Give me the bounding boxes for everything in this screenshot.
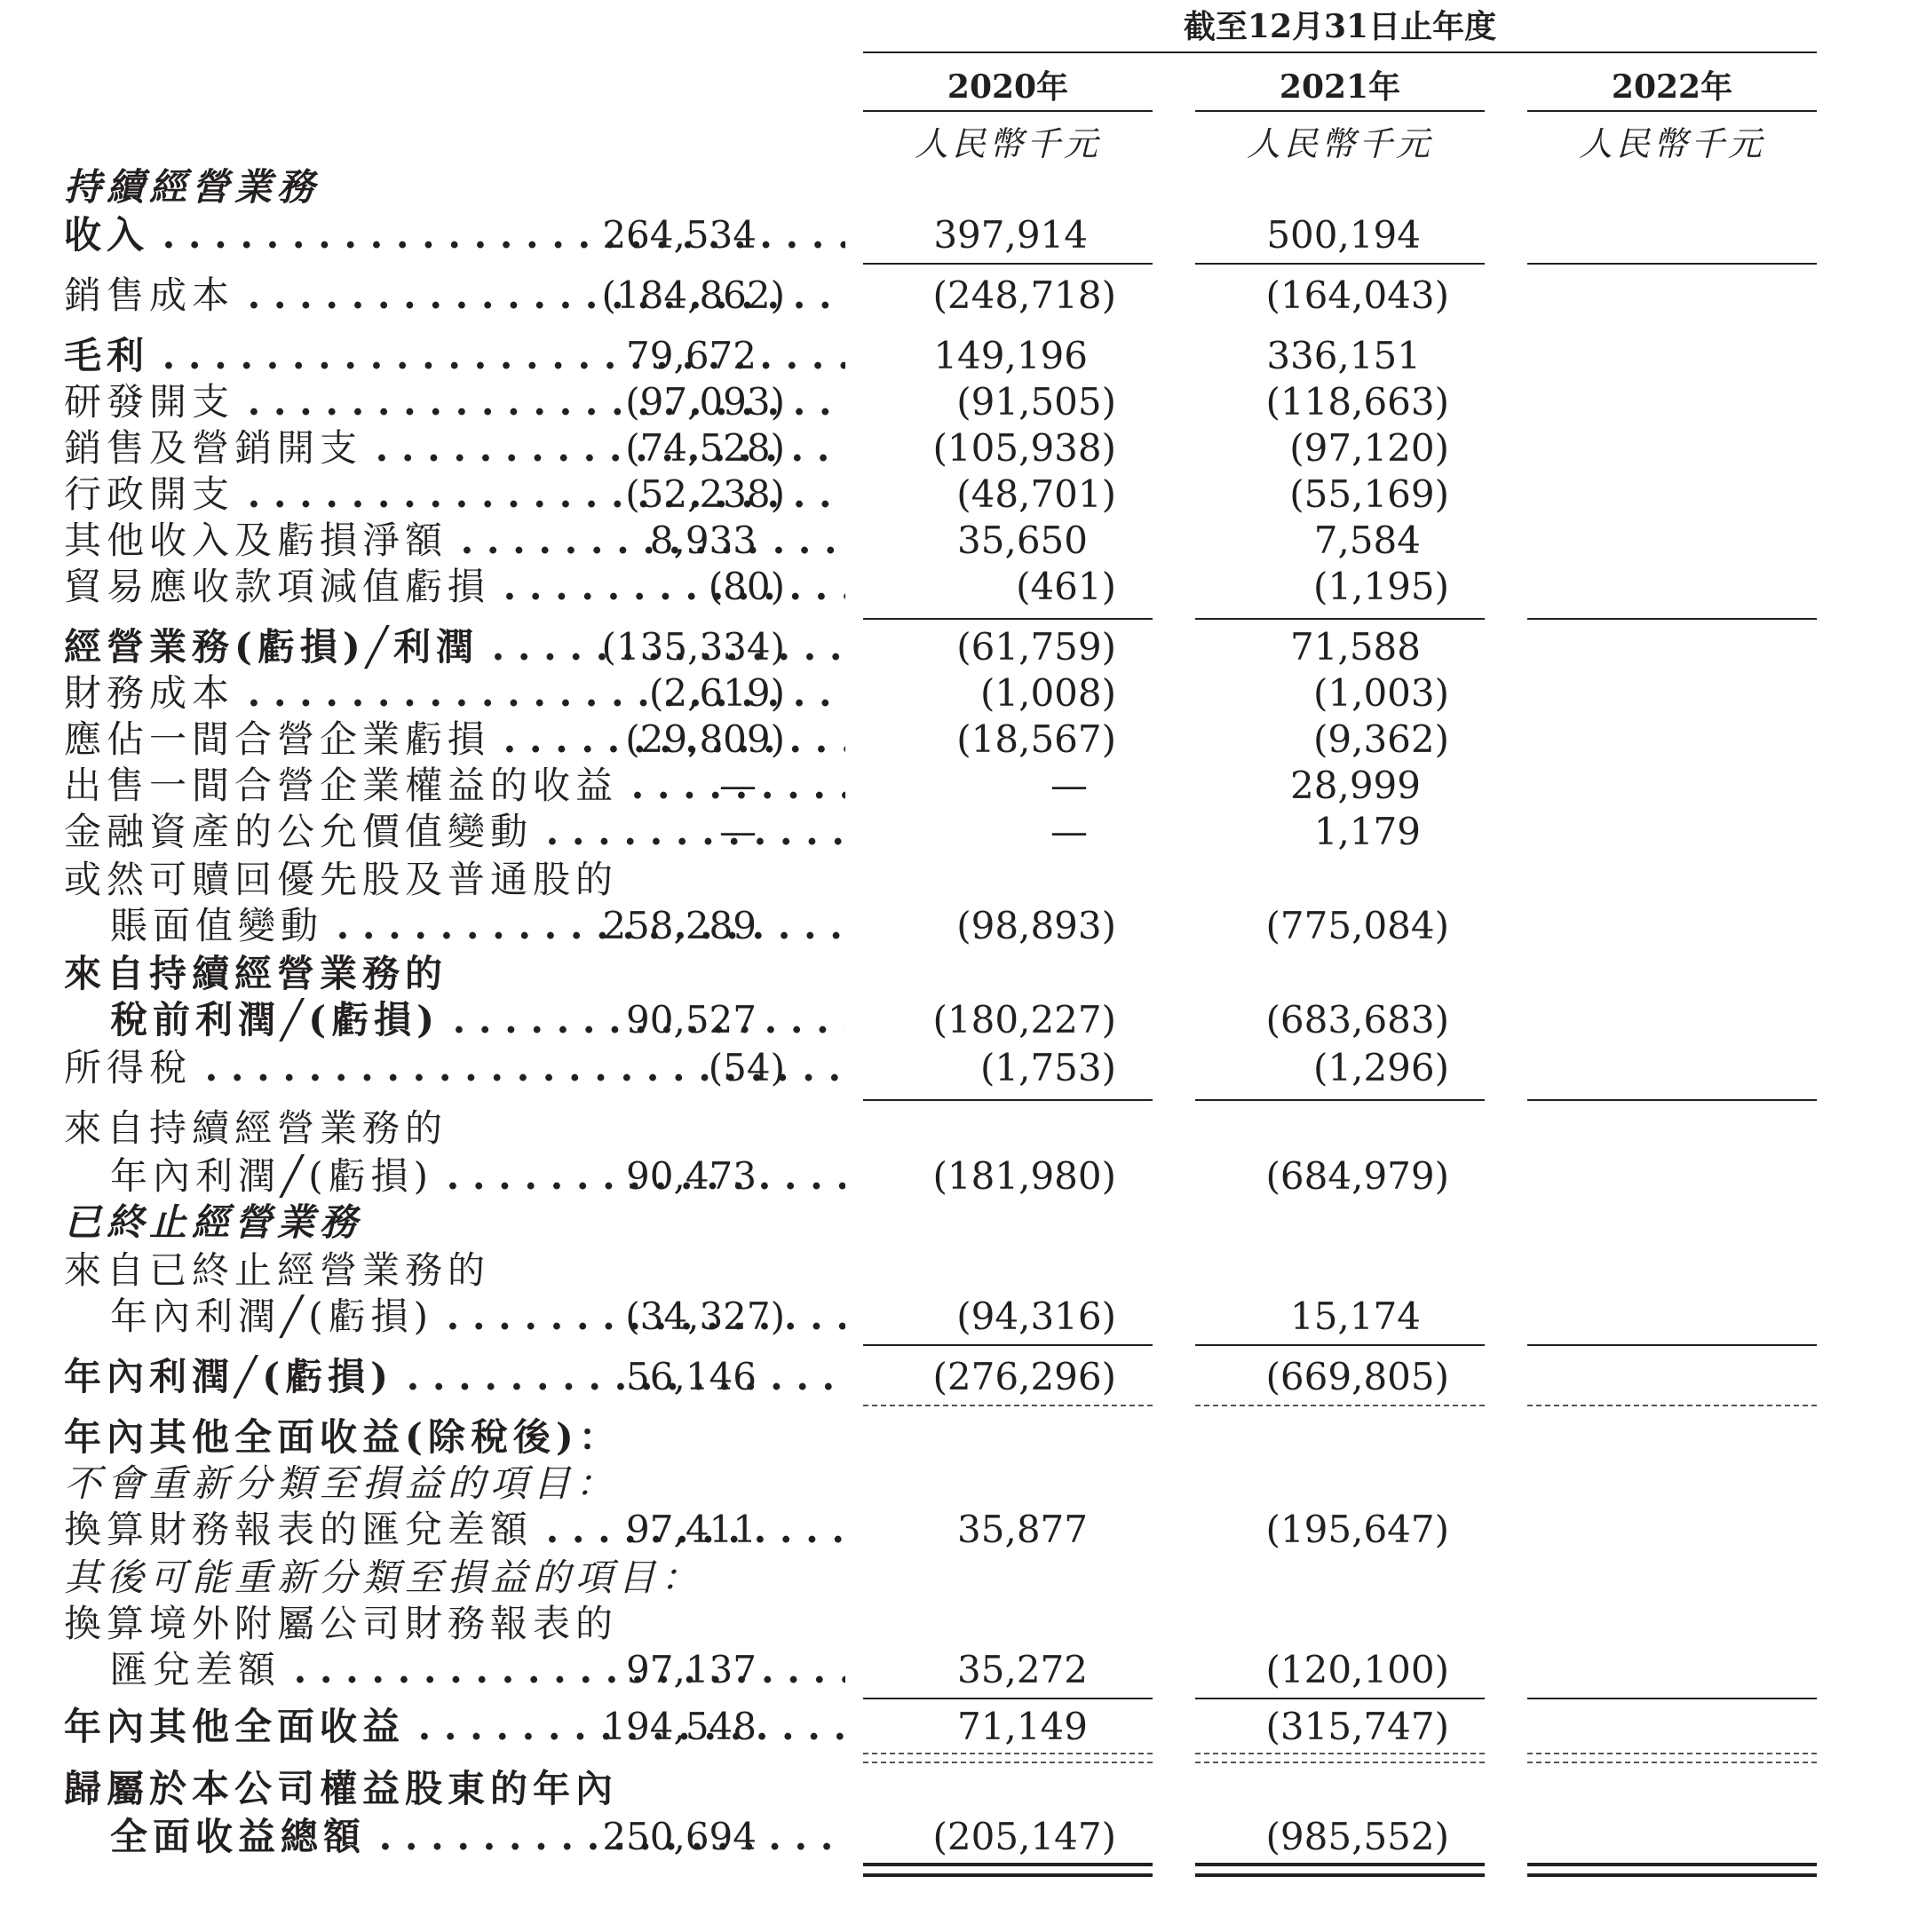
row-value-3: (684,979): [1265, 1154, 1449, 1198]
row-label: 已終止經營業務: [64, 1200, 363, 1244]
row-value-3: 7,584: [1313, 519, 1421, 562]
statement-row: [0, 519, 1918, 563]
row-label: 銷售成本 . . .: [64, 273, 845, 318]
total-rule: [863, 1405, 1153, 1406]
statement-row: [0, 1355, 1918, 1399]
total-rule: [1195, 1762, 1485, 1763]
total-rule: [863, 1698, 1153, 1699]
row-value-1: (97,093): [625, 380, 785, 424]
row-value-2: (61,759): [956, 625, 1116, 669]
row-value-2: (91,505): [956, 380, 1116, 424]
row-label: 年內利潤╱(虧損) . . .: [110, 1154, 845, 1199]
year-2021: 2021年: [1279, 68, 1401, 106]
row-value-1: (2,619): [648, 671, 785, 715]
row-label: 所得稅 . . .: [64, 1046, 845, 1090]
row-value-2: 35,650: [957, 519, 1088, 562]
statement-row: [0, 213, 1918, 257]
total-rule: [1527, 1863, 1817, 1866]
row-value-3: 71,588: [1290, 625, 1421, 669]
statement-row: [0, 1106, 1918, 1151]
row-label: 歸屬於本公司權益股東的年內: [64, 1767, 619, 1810]
total-rule: [1527, 1762, 1817, 1763]
year-underline-2021: [1195, 110, 1485, 112]
row-value-1: 79,672: [626, 334, 757, 377]
row-label: 年內其他全面收益 . . .: [64, 1705, 845, 1749]
total-rule: [863, 263, 1153, 265]
row-value-2: 71,149: [957, 1705, 1088, 1748]
row-value-3: (55,169): [1289, 472, 1449, 516]
row-value-3: 1,179: [1313, 810, 1421, 853]
total-rule: [1195, 1344, 1485, 1346]
unit-2021: 人民幣千元: [1246, 124, 1433, 163]
row-value-1: 264,534: [602, 213, 757, 257]
row-value-2: (1,753): [979, 1046, 1116, 1089]
statement-row: [0, 426, 1918, 471]
statement-row: [0, 810, 1918, 854]
row-value-1: 97,137: [626, 1648, 757, 1691]
row-value-2: (105,938): [932, 426, 1116, 470]
total-rule: [863, 618, 1153, 620]
row-label: 行政開支 . . .: [64, 472, 845, 517]
row-value-1: (29,809): [625, 717, 785, 761]
statement-row: [0, 671, 1918, 716]
row-value-1: 258,289: [602, 904, 757, 947]
row-label: 換算財務報表的匯兌差額 . . .: [64, 1508, 845, 1552]
row-label: 來自持續經營業務的: [64, 1106, 448, 1150]
total-rule: [863, 1762, 1153, 1763]
statement-row: [0, 717, 1918, 762]
row-value-3: 28,999: [1290, 764, 1421, 807]
row-value-3: 15,174: [1290, 1295, 1421, 1338]
row-label: 財務成本 . . .: [64, 671, 845, 716]
statement-row: [0, 565, 1918, 609]
row-value-3: 500,194: [1266, 213, 1421, 257]
statement-row: [0, 858, 1918, 902]
row-label: 匯兌差額 . . .: [110, 1648, 845, 1692]
row-label: 稅前利潤╱(虧損) . . .: [110, 998, 845, 1042]
statement-row: [0, 472, 1918, 517]
total-rule: [1195, 1099, 1485, 1101]
row-value-1: (34,327): [625, 1295, 785, 1338]
row-value-1: (80): [708, 565, 785, 608]
row-value-3: (195,647): [1265, 1508, 1449, 1551]
row-value-2: (181,980): [932, 1154, 1116, 1198]
total-rule: [1195, 1405, 1485, 1406]
row-value-3: (120,100): [1265, 1648, 1449, 1691]
year-underline-2020: [863, 110, 1153, 112]
row-value-1: 8,933: [649, 519, 757, 562]
row-value-1: (52,238): [625, 472, 785, 516]
total-rule: [863, 1863, 1153, 1866]
statement-row: [0, 1602, 1918, 1646]
row-label: 出售一間合營企業權益的收益 . . .: [64, 764, 845, 808]
total-rule: [863, 1099, 1153, 1101]
row-value-3: (1,003): [1312, 671, 1449, 715]
row-value-2: 397,914: [933, 213, 1088, 257]
row-value-2: (205,147): [932, 1815, 1116, 1858]
total-rule: [1527, 1873, 1817, 1877]
row-value-3: (97,120): [1289, 426, 1449, 470]
statement-row: [0, 764, 1918, 808]
row-label: 來自持續經營業務的: [64, 952, 448, 995]
row-value-1: 90,527: [626, 998, 757, 1041]
row-label: 換算境外附屬公司財務報表的: [64, 1602, 619, 1645]
row-value-3: (669,805): [1265, 1355, 1449, 1398]
total-rule: [1527, 1753, 1817, 1754]
row-value-1: —: [719, 764, 757, 807]
total-rule: [863, 1344, 1153, 1346]
row-value-1: 250,694: [602, 1815, 757, 1858]
row-label: 毛利 . . .: [64, 334, 845, 378]
row-value-2: (180,227): [932, 998, 1116, 1041]
row-value-3: (9,362): [1312, 717, 1449, 761]
statement-row: [0, 380, 1918, 424]
row-value-2: —: [1050, 810, 1088, 853]
row-value-1: (54): [708, 1046, 785, 1089]
row-value-3: (164,043): [1265, 273, 1449, 317]
statement-row: [0, 1046, 1918, 1090]
total-rule: [863, 1873, 1153, 1877]
statement-row: [0, 1815, 1918, 1859]
statement-row: [0, 1248, 1918, 1293]
row-value-2: (98,893): [956, 904, 1116, 947]
row-value-2: —: [1050, 764, 1088, 807]
statement-row: [0, 1767, 1918, 1811]
row-value-2: 35,272: [957, 1648, 1088, 1691]
row-value-2: (1,008): [979, 671, 1116, 715]
row-label: 年內其他全面收益(除稅後)：: [64, 1415, 622, 1459]
total-rule: [1527, 618, 1817, 620]
row-value-3: (775,084): [1265, 904, 1449, 947]
statement-row: [0, 1415, 1918, 1460]
total-rule: [1195, 1698, 1485, 1699]
row-label: 年內利潤╱(虧損) . . .: [64, 1355, 845, 1399]
row-label: 研發開支 . . .: [64, 380, 845, 424]
row-label: 金融資產的公允價值變動 . . .: [64, 810, 845, 854]
statement-row: [0, 904, 1918, 948]
row-value-2: (94,316): [956, 1295, 1116, 1338]
row-value-1: (135,334): [601, 625, 785, 669]
row-value-2: 149,196: [933, 334, 1088, 377]
statement-row: [0, 165, 1918, 210]
row-label: 貿易應收款項減值虧損 . . .: [64, 565, 845, 609]
year-underline-2022: [1527, 110, 1817, 112]
total-rule: [863, 1753, 1153, 1754]
total-rule: [1527, 1344, 1817, 1346]
row-value-1: 90,473: [626, 1154, 757, 1198]
row-value-2: (276,296): [932, 1355, 1116, 1398]
row-label: 年內利潤╱(虧損) . . .: [110, 1295, 845, 1339]
row-value-2: (18,567): [956, 717, 1116, 761]
row-label: 或然可贖回優先股及普通股的: [64, 858, 619, 901]
statement-row: [0, 952, 1918, 996]
unit-2020: 人民幣千元: [914, 124, 1101, 163]
unit-2022: 人民幣千元: [1578, 124, 1765, 163]
row-label: 不會重新分類至損益的項目：: [64, 1461, 619, 1505]
row-value-1: 194,548: [602, 1705, 757, 1748]
row-value-3: 336,151: [1266, 334, 1421, 377]
year-2020: 2020年: [947, 68, 1069, 106]
row-label: 賬面值變動 . . .: [110, 904, 845, 948]
row-value-1: —: [719, 810, 757, 853]
row-label: 其後可能重新分類至損益的項目：: [64, 1556, 704, 1599]
row-label: 其他收入及虧損淨額 . . .: [64, 519, 845, 563]
row-value-1: 97,411: [626, 1508, 757, 1551]
statement-row: [0, 1295, 1918, 1339]
year-2022: 2022年: [1611, 68, 1733, 106]
row-label: 全面收益總額 . . .: [110, 1815, 845, 1859]
statement-row: [0, 1705, 1918, 1749]
total-rule: [1195, 1753, 1485, 1754]
row-label: 收入 . . .: [64, 213, 845, 257]
row-value-2: (461): [1016, 565, 1116, 608]
row-value-3: (118,663): [1265, 380, 1449, 424]
row-label: 銷售及營銷開支 . . .: [64, 426, 845, 471]
row-value-1: (184,862): [601, 273, 785, 317]
total-rule: [1195, 618, 1485, 620]
row-value-1: 56,146: [626, 1355, 757, 1398]
period-underline: [863, 51, 1817, 53]
total-rule: [1195, 263, 1485, 265]
row-value-1: (74,528): [625, 426, 785, 470]
row-value-2: 35,877: [957, 1508, 1088, 1551]
total-rule: [1527, 1698, 1817, 1699]
row-label: 來自已終止經營業務的: [64, 1248, 491, 1292]
row-value-2: (48,701): [956, 472, 1116, 516]
period-title: 截至12月31日止年度: [1183, 8, 1497, 45]
row-value-3: (985,552): [1265, 1815, 1449, 1858]
total-rule: [1195, 1863, 1485, 1866]
total-rule: [1527, 263, 1817, 265]
statement-row: [0, 998, 1918, 1042]
row-value-3: (1,195): [1312, 565, 1449, 608]
total-rule: [1527, 1099, 1817, 1101]
total-rule: [1195, 1873, 1485, 1877]
row-label: 持續經營業務: [64, 165, 321, 209]
row-value-3: (315,747): [1265, 1705, 1449, 1748]
row-value-3: (683,683): [1265, 998, 1449, 1041]
statement-row: [0, 1200, 1918, 1245]
statement-row: [0, 273, 1918, 318]
statement-row: [0, 1508, 1918, 1552]
statement-row: [0, 334, 1918, 378]
row-label: 經營業務(虧損)╱利潤 . . .: [64, 625, 845, 669]
statement-row: [0, 1648, 1918, 1692]
statement-row: [0, 1556, 1918, 1600]
statement-row: [0, 1154, 1918, 1199]
statement-row: [0, 625, 1918, 669]
total-rule: [1527, 1405, 1817, 1406]
row-value-2: (248,718): [932, 273, 1116, 317]
row-value-3: (1,296): [1312, 1046, 1449, 1089]
row-label: 應佔一間合營企業虧損 . . .: [64, 717, 845, 762]
statement-row: [0, 1461, 1918, 1506]
